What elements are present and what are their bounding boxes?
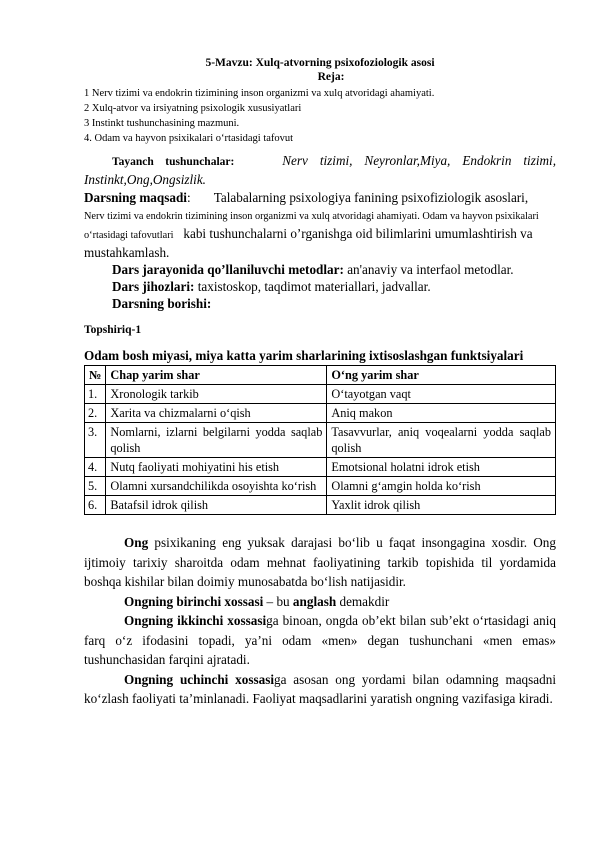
methods-label: Dars jarayonida qo’llaniluvchi metodlar: — [112, 262, 344, 277]
goal-text-2: asoslari, — [484, 190, 529, 205]
key-concepts — [84, 152, 556, 188]
hemispheres-table — [84, 365, 556, 515]
table-title: Odam bosh miyasi, miya katta yarim sharlarining ixtisoslashgan funktsiyalari — [84, 348, 524, 363]
table-cell: Emotsional holatni idrok etish — [327, 458, 556, 477]
plan-list — [84, 86, 556, 146]
paragraph-first-text-2: demakdir — [336, 593, 390, 609]
equipment-label: Dars jihozlari: — [112, 279, 195, 294]
lesson-progress-heading: Darsning borishi: — [112, 296, 212, 311]
key-concepts-label: Tayanch tushunchalar: — [112, 156, 235, 168]
goal-small-text: Nerv tizimi va endokrin tizimining inson organizmi va xulq atvoridagi ahamiyati. Odam va hayvon psixikalari o‘rtasidagi tafovutlari — [84, 211, 539, 241]
term-third-property: Ongning uchinchi xossasi — [124, 671, 274, 687]
table-cell: Batafsil idrok qilish — [106, 496, 327, 515]
table-cell: 4. — [85, 458, 106, 477]
table-cell: Nutq faoliyati mohiyatini his etish — [106, 458, 327, 477]
lecture-title: 5-Mavzu: Xulq-atvorning psixofoziologik asosi — [205, 57, 435, 69]
methods-text: an'anaviy va interfaol metodlar. — [343, 262, 514, 277]
paragraph-second-property — [84, 611, 556, 670]
paragraph-first-property — [84, 592, 556, 612]
task-heading: Topshiriq-1 — [84, 324, 142, 336]
paragraph-ong-text: psixikaning eng yuksak darajasi bo‘lib u faqat insongagina xosdir. Ong ijtimoiy tarixiy sharoitda odam mehnat faoliyatining tarkib topishida til yordamida boshqa kishilar bilan doimiy munosabatda bo‘lish natijasidir. — [84, 535, 556, 589]
plan-item: 4. Odam va hayvon psixikalari o‘rtasidagi tafovut — [84, 133, 294, 144]
table-cell: Yaxlit idrok qilish — [327, 496, 556, 515]
table-cell: 3. — [85, 423, 106, 458]
table-cell: Xronologik tarkib — [106, 385, 327, 404]
paragraph-second-text: ga binoan, ongda ob’ekt bilan sub’ekt o‘rtasidagi aniq farq o‘z ifodasini topadi, ya’ni odam «men» degan tushunchani «men emas» tushunchasidan farqini ajratadi. — [84, 613, 556, 667]
table-row — [85, 385, 556, 404]
paragraph-third-property — [84, 670, 556, 709]
goal-label: Darsning maqsadi — [84, 190, 187, 205]
paragraph-ong — [84, 533, 556, 592]
table-row — [85, 423, 556, 458]
table-cell: Nomlarni, izlarni belgilarni yodda saqlab qolish — [106, 423, 327, 458]
term-first-property: Ongning birinchi xossasi — [124, 593, 264, 609]
table-row — [85, 477, 556, 496]
table-cell: Xarita va chizmalarni o‘qish — [106, 404, 327, 423]
table-header-cell: O‘ng yarim shar — [327, 366, 556, 385]
table-header-cell: № — [85, 366, 106, 385]
paragraph-first-text: – bu — [263, 593, 293, 609]
plan-item: 3 Instinkt tushunchasining mazmuni. — [84, 118, 240, 129]
table-cell: 6. — [85, 496, 106, 515]
table-header-cell: Chap yarim shar — [106, 366, 327, 385]
lesson-goal: Darsning maqsadi: Talabalarning psixologiya fanining psixofiziologik asoslari, Nerv tizimi va endokrin tizimining inson organizmi va xulq atvoridagi ahamiyati. Odam va hayvon psixikalari o‘rtasidagi tafovutlari kabi tushunchalarni o’rganishga oid bilimlarini umumlashtirish va mustahkamlash. — [84, 190, 539, 260]
table-row — [85, 496, 556, 515]
table-cell: Olamni xursandchilikda osoyishta ko‘rish — [106, 477, 327, 496]
table-cell: Tasavvurlar, aniq voqealarni yodda saqlab qolish — [327, 423, 556, 458]
plan-heading: Reja: — [317, 71, 345, 83]
table-row — [85, 404, 556, 423]
lesson-methods — [84, 261, 556, 278]
table-row — [85, 458, 556, 477]
table-cell: O‘tayotgan vaqt — [327, 385, 556, 404]
term-ong: Ong — [124, 535, 149, 550]
lesson-equipment — [84, 278, 556, 295]
key-concepts-text: Nerv tizimi, Neyronlar,Miya, Endokrin tizimi, Instinkt,Ong,Ongsizlik. — [84, 153, 556, 187]
goal-text-1: Talabalarning psixologiya fanining psixofiziologik — [213, 190, 482, 205]
term-anglash: anglash — [292, 593, 337, 609]
plan-item: 2 Xulq-atvor va irsiyatning psixologik xususiyatlari — [84, 103, 302, 114]
table-cell: Aniq makon — [327, 404, 556, 423]
equipment-text: taxistoskop, taqdimot materiallari, jadvallar. — [194, 279, 431, 294]
table-cell: 1. — [85, 385, 106, 404]
table-cell: Olamni g‘amgin holda ko‘rish — [327, 477, 556, 496]
plan-item: 1 Nerv tizimi va endokrin tizimining inson organizmi va xulq atvoridagi ahamiyati. — [84, 88, 435, 99]
table-cell: 2. — [85, 404, 106, 423]
table-cell: 5. — [85, 477, 106, 496]
paragraph-third-text: ga asosan ong yordami bilan odamning maqsadni ko‘zlash faoliyati ta’minlanadi. Faoliyat maqsadlarini yaratish ongning vazifasiga kiradi. — [84, 671, 556, 706]
table-header-row — [85, 366, 556, 385]
term-second-property: Ongning ikkinchi xossasi — [124, 613, 267, 628]
goal-text-3: kabi tushunchalarni o’rganishga oid bilimlarini umumlashtirish va mustahkamlash. — [84, 226, 533, 260]
